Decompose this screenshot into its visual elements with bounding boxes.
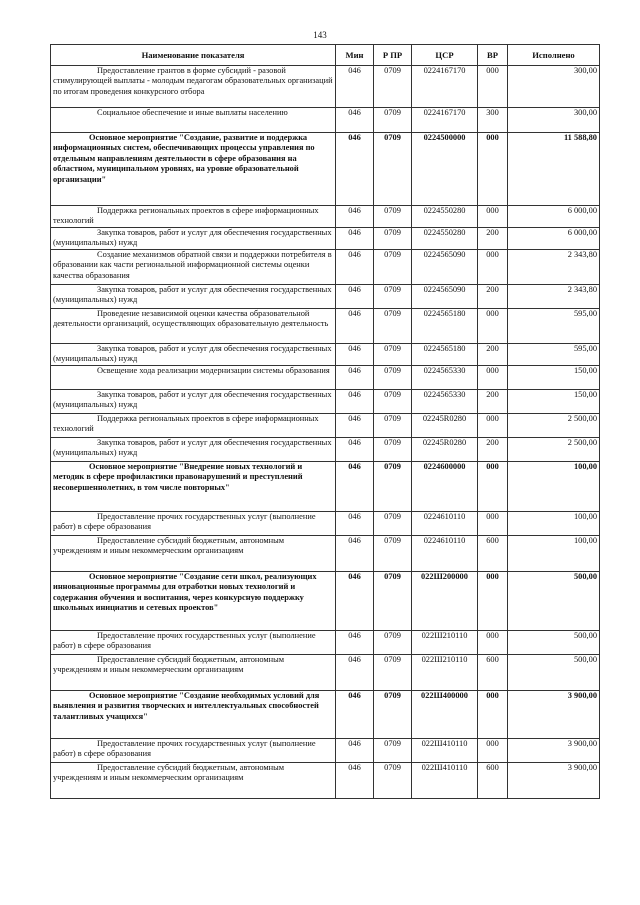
page-number: 143 — [313, 30, 327, 40]
row-done: 3 900,00 — [508, 691, 600, 739]
row-csr: 0224610110 — [412, 512, 478, 536]
row-rpr: 0709 — [374, 438, 412, 462]
row-csr: 022Ш410110 — [412, 763, 478, 799]
row-min: 046 — [336, 691, 374, 739]
table-row — [51, 133, 600, 206]
header-name: Наименование показателя — [51, 45, 336, 66]
table-row — [51, 572, 600, 631]
row-name: Создание механизмов обратной связи и поддержки потребителя в образовании как части региональной информационной системы оценки качества образования — [51, 250, 336, 285]
row-name: Основное мероприятие "Создание сети школ, реализующих инновационные программы для отработки новых технологий и содержания обучения и воспитания, через конкурсную поддержку школьных инициатив и сетевых проектов" — [51, 572, 336, 631]
row-done: 2 343,80 — [508, 285, 600, 309]
row-name: Предоставление прочих государственных услуг (выполнение работ) в сфере образования — [51, 631, 336, 655]
table-header-row — [51, 45, 600, 66]
row-done: 3 900,00 — [508, 763, 600, 799]
row-min: 046 — [336, 206, 374, 228]
row-vr: 000 — [478, 739, 508, 763]
row-done: 2 500,00 — [508, 438, 600, 462]
row-rpr: 0709 — [374, 344, 412, 366]
row-vr: 200 — [478, 228, 508, 250]
row-name: Основное мероприятие "Создание, развитие и поддержка информационных систем, обеспечивающих процессы управления по отдельным направлениям деятельности в сфере образования на областном, муниципальном уровнях, на уровне образовательной организации" — [51, 133, 336, 206]
row-csr: 02245R0280 — [412, 414, 478, 438]
row-name: Поддержка региональных проектов в сфере информационных технологий — [51, 206, 336, 228]
row-rpr: 0709 — [374, 250, 412, 285]
table-row — [51, 631, 600, 655]
row-csr: 022Ш210110 — [412, 631, 478, 655]
row-rpr: 0709 — [374, 512, 412, 536]
row-min: 046 — [336, 655, 374, 691]
table-row — [51, 438, 600, 462]
row-name: Освещение хода реализации модернизации системы образования — [51, 366, 336, 390]
row-csr: 0224610110 — [412, 536, 478, 572]
row-min: 046 — [336, 366, 374, 390]
row-csr: 0224167170 — [412, 108, 478, 133]
row-vr: 000 — [478, 462, 508, 512]
table-row — [51, 390, 600, 414]
table-row — [51, 763, 600, 799]
row-min: 046 — [336, 763, 374, 799]
header-done: Исполнено — [508, 45, 600, 66]
row-done: 100,00 — [508, 536, 600, 572]
row-done: 300,00 — [508, 66, 600, 108]
row-vr: 000 — [478, 512, 508, 536]
row-done: 100,00 — [508, 462, 600, 512]
row-rpr: 0709 — [374, 631, 412, 655]
row-name: Предоставление субсидий бюджетным, автономным учреждениям и иным некоммерческим организациям — [51, 655, 336, 691]
row-vr: 300 — [478, 108, 508, 133]
row-name: Закупка товаров, работ и услуг для обеспечения государственных (муниципальных) нужд — [51, 390, 336, 414]
row-done: 3 900,00 — [508, 739, 600, 763]
row-csr: 0224167170 — [412, 66, 478, 108]
row-rpr: 0709 — [374, 572, 412, 631]
row-min: 046 — [336, 462, 374, 512]
row-done: 595,00 — [508, 344, 600, 366]
table-row — [51, 285, 600, 309]
row-rpr: 0709 — [374, 66, 412, 108]
row-name: Предоставление грантов в форме субсидий - разовой стимулирующей выплаты - молодым педагогам образовательных организаций по итогам проведения конкурсного отбора — [51, 66, 336, 108]
row-min: 046 — [336, 438, 374, 462]
row-csr: 022Ш410110 — [412, 739, 478, 763]
row-rpr: 0709 — [374, 390, 412, 414]
header-vr: ВР — [478, 45, 508, 66]
row-rpr: 0709 — [374, 655, 412, 691]
row-done: 150,00 — [508, 390, 600, 414]
row-csr: 0224500000 — [412, 133, 478, 206]
row-rpr: 0709 — [374, 536, 412, 572]
row-rpr: 0709 — [374, 309, 412, 344]
table-row — [51, 691, 600, 739]
row-vr: 000 — [478, 414, 508, 438]
row-vr: 000 — [478, 206, 508, 228]
row-rpr: 0709 — [374, 108, 412, 133]
row-done: 500,00 — [508, 655, 600, 691]
row-vr: 600 — [478, 536, 508, 572]
row-csr: 0224565180 — [412, 309, 478, 344]
row-done: 100,00 — [508, 512, 600, 536]
row-done: 300,00 — [508, 108, 600, 133]
row-vr: 600 — [478, 763, 508, 799]
row-min: 046 — [336, 536, 374, 572]
table-row — [51, 655, 600, 691]
row-name: Основное мероприятие "Внедрение новых технологий и методик в сфере профилактики правонарушений и преступлений несовершеннолетних, в том числе повторных" — [51, 462, 336, 512]
row-csr: 0224550280 — [412, 206, 478, 228]
row-vr: 000 — [478, 250, 508, 285]
table-row — [51, 250, 600, 285]
row-name: Предоставление субсидий бюджетным, автономным учреждениям и иным некоммерческим организациям — [51, 536, 336, 572]
table-row — [51, 344, 600, 366]
row-rpr: 0709 — [374, 133, 412, 206]
header-min: Мин — [336, 45, 374, 66]
row-min: 046 — [336, 309, 374, 344]
row-name: Основное мероприятие "Создание необходимых условий для выявления и развития творческих и интеллектуальных способностей талантливых учащихся" — [51, 691, 336, 739]
row-done: 6 000,00 — [508, 228, 600, 250]
row-name: Закупка товаров, работ и услуг для обеспечения государственных (муниципальных) нужд — [51, 438, 336, 462]
row-vr: 200 — [478, 390, 508, 414]
row-vr: 000 — [478, 572, 508, 631]
row-done: 2 343,80 — [508, 250, 600, 285]
row-csr: 0224565180 — [412, 344, 478, 366]
row-min: 046 — [336, 739, 374, 763]
table-row — [51, 108, 600, 133]
table-row — [51, 309, 600, 344]
row-min: 046 — [336, 108, 374, 133]
row-min: 046 — [336, 133, 374, 206]
row-rpr: 0709 — [374, 206, 412, 228]
table-row — [51, 462, 600, 512]
budget-table — [50, 44, 600, 799]
row-done: 500,00 — [508, 572, 600, 631]
row-name: Закупка товаров, работ и услуг для обеспечения государственных (муниципальных) нужд — [51, 285, 336, 309]
table-row — [51, 366, 600, 390]
row-name: Предоставление прочих государственных услуг (выполнение работ) в сфере образования — [51, 512, 336, 536]
row-vr: 000 — [478, 66, 508, 108]
row-vr: 000 — [478, 631, 508, 655]
header-rpr: Р ПР — [374, 45, 412, 66]
row-vr: 200 — [478, 438, 508, 462]
row-csr: 0224550280 — [412, 228, 478, 250]
row-rpr: 0709 — [374, 285, 412, 309]
row-vr: 600 — [478, 655, 508, 691]
row-rpr: 0709 — [374, 228, 412, 250]
row-done: 500,00 — [508, 631, 600, 655]
row-name: Закупка товаров, работ и услуг для обеспечения государственных (муниципальных) нужд — [51, 344, 336, 366]
row-vr: 000 — [478, 133, 508, 206]
row-name: Поддержка региональных проектов в сфере информационных технологий — [51, 414, 336, 438]
row-min: 046 — [336, 572, 374, 631]
row-csr: 0224600000 — [412, 462, 478, 512]
row-name: Проведение независимой оценки качества образовательной деятельности организаций, осуществляющих образовательную деятельность — [51, 309, 336, 344]
table-row — [51, 536, 600, 572]
row-vr: 000 — [478, 309, 508, 344]
row-min: 046 — [336, 390, 374, 414]
row-csr: 022Ш400000 — [412, 691, 478, 739]
row-min: 046 — [336, 285, 374, 309]
row-min: 046 — [336, 512, 374, 536]
row-done: 150,00 — [508, 366, 600, 390]
row-done: 2 500,00 — [508, 414, 600, 438]
row-csr: 02245R0280 — [412, 438, 478, 462]
row-name: Закупка товаров, работ и услуг для обеспечения государственных (муниципальных) нужд — [51, 228, 336, 250]
row-done: 595,00 — [508, 309, 600, 344]
row-rpr: 0709 — [374, 366, 412, 390]
row-vr: 000 — [478, 691, 508, 739]
row-rpr: 0709 — [374, 763, 412, 799]
table-row — [51, 66, 600, 108]
row-rpr: 0709 — [374, 462, 412, 512]
row-name: Социальное обеспечение и иные выплаты населению — [51, 108, 336, 133]
row-vr: 200 — [478, 285, 508, 309]
row-min: 046 — [336, 250, 374, 285]
row-done: 11 588,80 — [508, 133, 600, 206]
row-min: 046 — [336, 631, 374, 655]
table-row — [51, 228, 600, 250]
row-vr: 000 — [478, 366, 508, 390]
table-row — [51, 739, 600, 763]
row-min: 046 — [336, 414, 374, 438]
row-min: 046 — [336, 228, 374, 250]
row-csr: 0224565330 — [412, 390, 478, 414]
header-csr: ЦСР — [412, 45, 478, 66]
row-min: 046 — [336, 344, 374, 366]
row-vr: 200 — [478, 344, 508, 366]
table-row — [51, 414, 600, 438]
row-csr: 022Ш210110 — [412, 655, 478, 691]
row-name: Предоставление прочих государственных услуг (выполнение работ) в сфере образования — [51, 739, 336, 763]
row-csr: 0224565330 — [412, 366, 478, 390]
row-name: Предоставление субсидий бюджетным, автономным учреждениям и иным некоммерческим организациям — [51, 763, 336, 799]
table-row — [51, 206, 600, 228]
row-done: 6 000,00 — [508, 206, 600, 228]
row-rpr: 0709 — [374, 739, 412, 763]
row-csr: 0224565090 — [412, 285, 478, 309]
row-rpr: 0709 — [374, 414, 412, 438]
row-csr: 022Ш200000 — [412, 572, 478, 631]
row-csr: 0224565090 — [412, 250, 478, 285]
row-rpr: 0709 — [374, 691, 412, 739]
table-row — [51, 512, 600, 536]
row-min: 046 — [336, 66, 374, 108]
